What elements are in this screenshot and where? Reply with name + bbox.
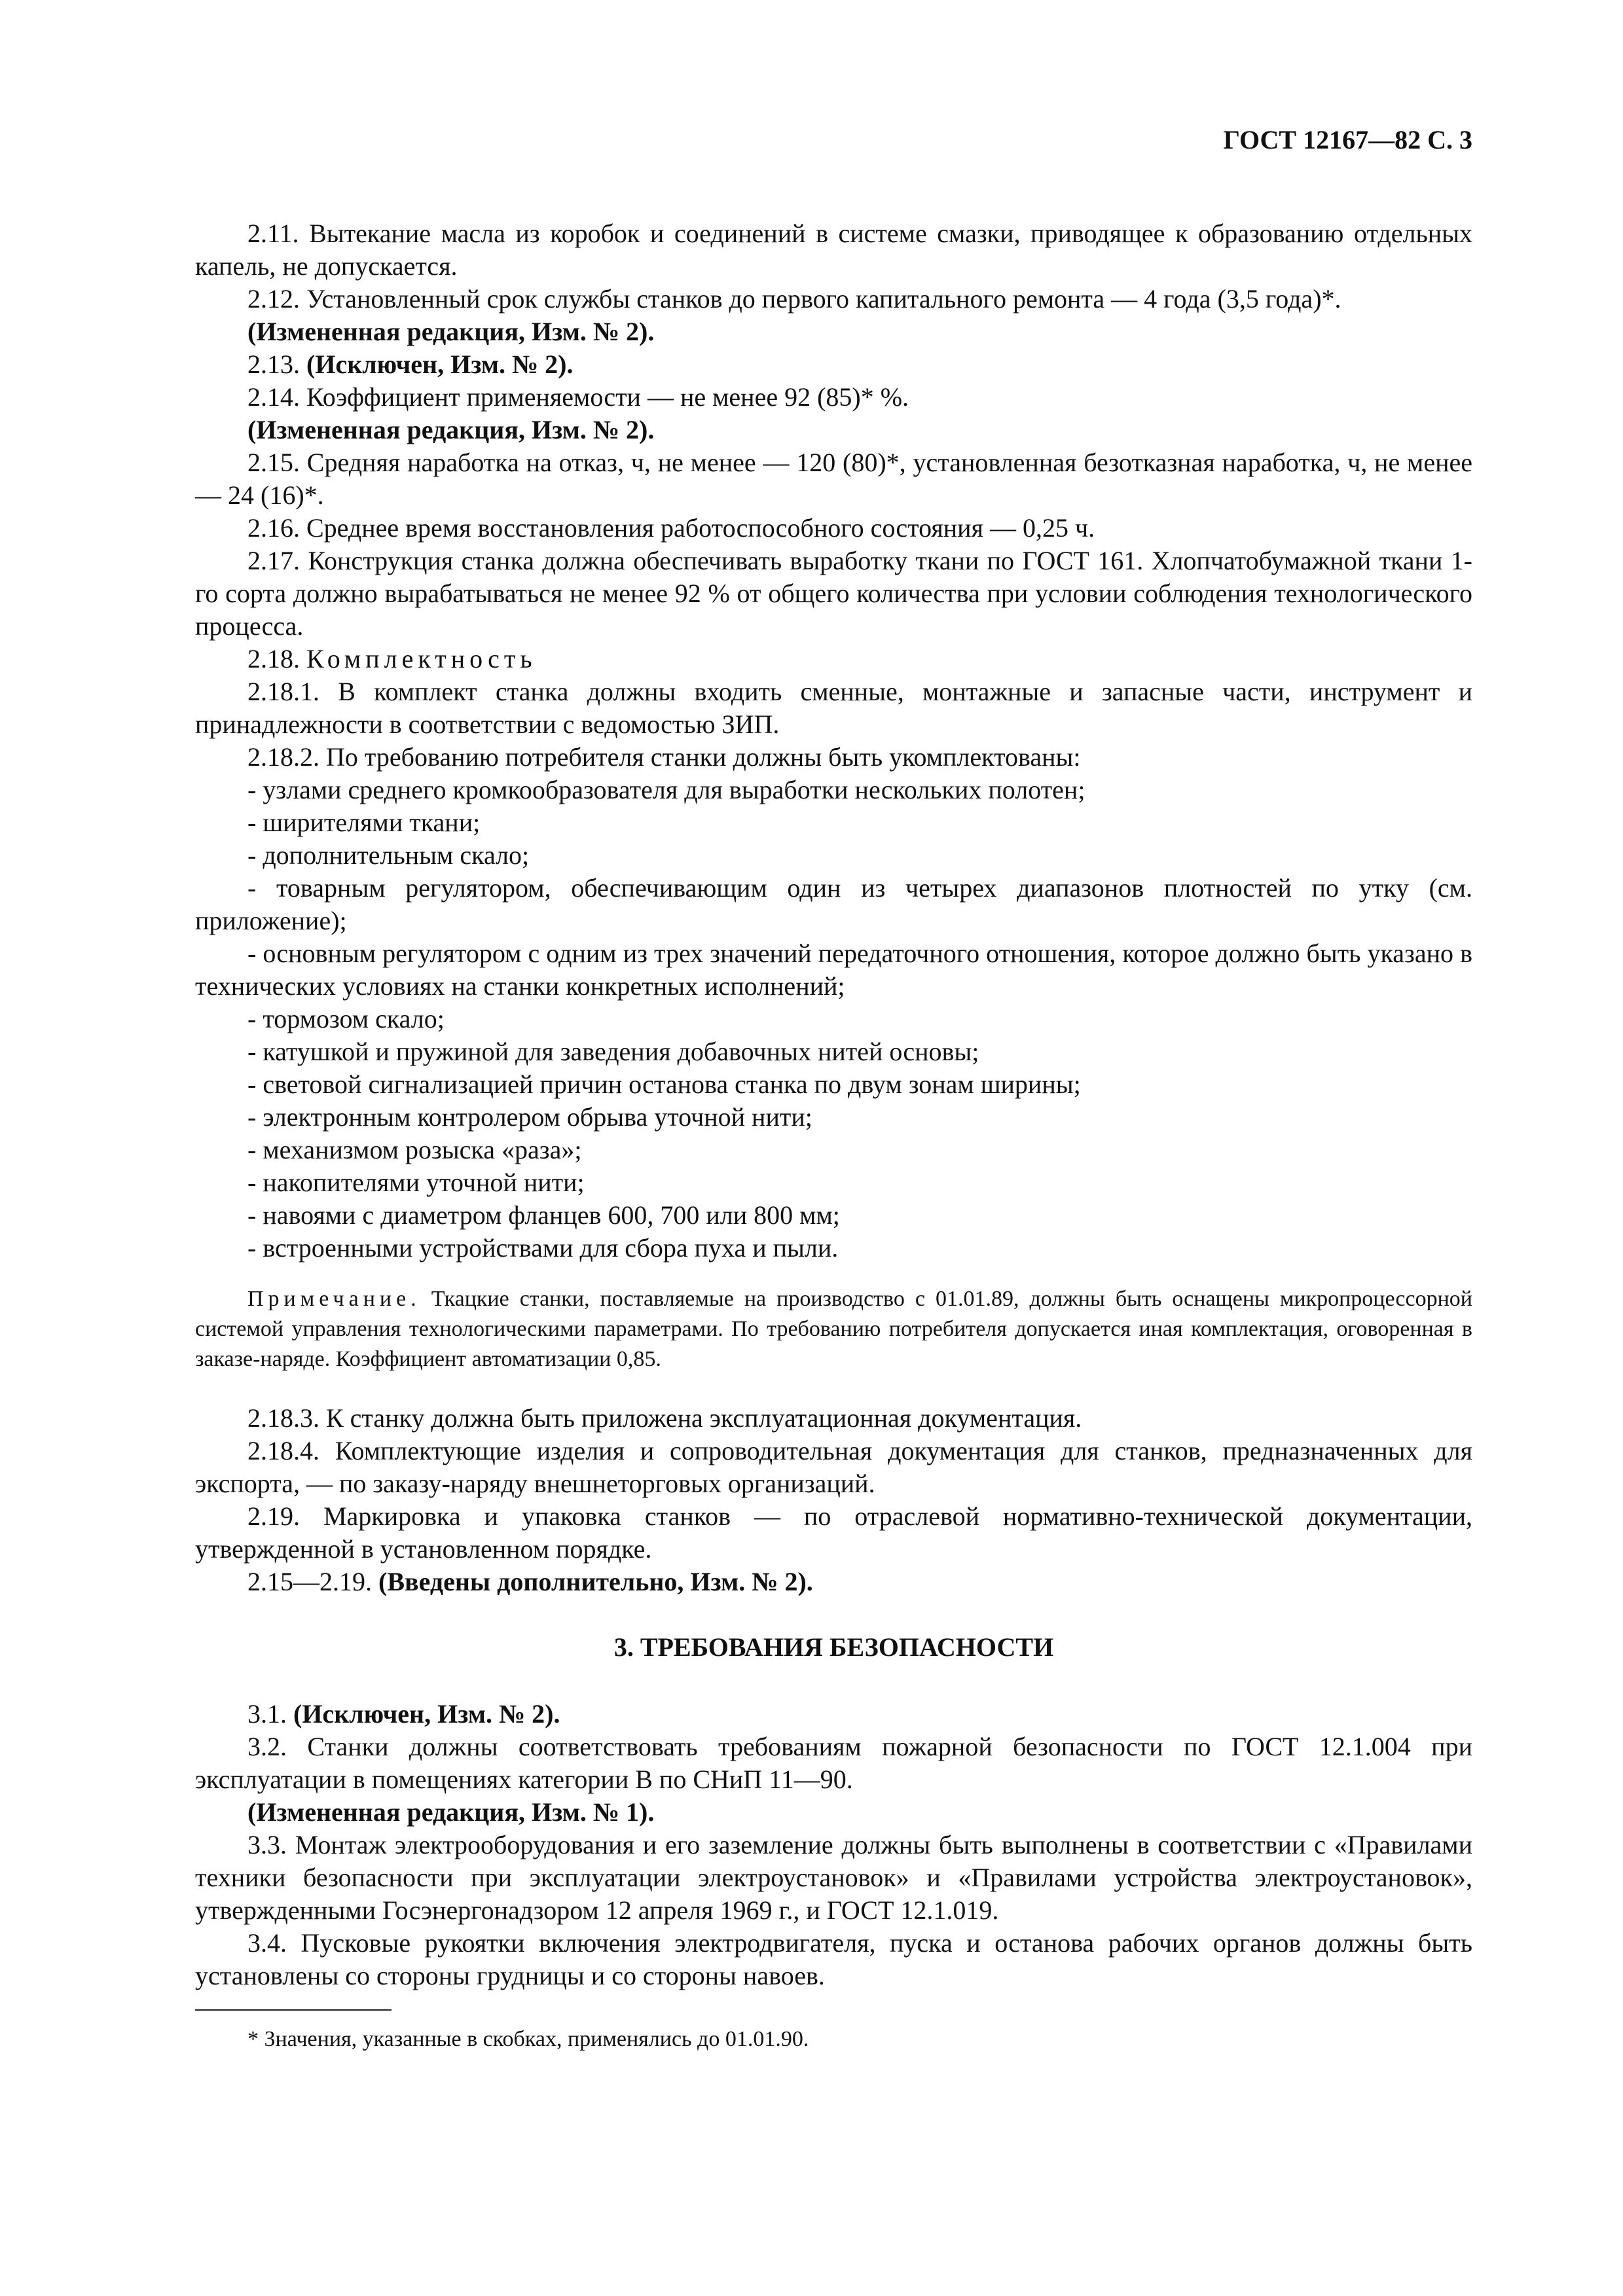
paragraph-2-12: 2.12. Установленный срок службы станков до первого капитального ремонта — 4 года (3,5 года)*. — [247, 284, 1341, 314]
list-item: - узлами среднего кромкообразователя для выработки нескольких полотен; — [247, 775, 1085, 804]
list-item: - катушкой и пружиной для заведения добавочных нитей основы; — [247, 1037, 979, 1066]
change-note: (Измененная редакция, Изм. № 2). — [247, 317, 655, 346]
paragraph-2-15: 2.15. Средняя наработка на отказ, ч, не менее — 120 (80)*, установленная безотказная наработка, ч, не менее — 24 (16)*. — [195, 448, 1472, 510]
list-item: - основным регулятором с одним из трех значений передаточного отношения, которое должно быть указано в технических условиях на станки конкретных исполнений; — [195, 939, 1472, 1001]
paragraph-2-19: 2.19. Маркировка и упаковка станков — по отраслевой нормативно-технической документации, утвержденной в установленном порядке. — [195, 1501, 1472, 1564]
paragraph-2-18: 2.18. Комплектность — [247, 644, 537, 673]
page-header: ГОСТ 12167—82 С. 3 — [1223, 125, 1472, 154]
note-block — [195, 1284, 1472, 1374]
note-label: Примечание. — [247, 1287, 421, 1311]
paragraph-3-3: 3.3. Монтаж электрооборудования и его заземление должны быть выполнены в соответствии с «Правилами техники безопасности при эксплуатации электроустановок» и «Правилами устройства электроустановок», утвержденными Госэнергонадзором 12 апреля 1969 г., и ГОСТ 12.1.019. — [195, 1830, 1472, 1925]
equipment-list — [195, 774, 1472, 1265]
list-item: - встроенными устройствами для сбора пуха и пыли. — [247, 1233, 839, 1263]
paragraph-3-1: 3.1. (Исключен, Изм. № 2). — [247, 1699, 560, 1729]
list-item: - ширителями ткани; — [247, 808, 481, 837]
list-item: - тормозом скало; — [247, 1004, 445, 1033]
paragraph-2-11: 2.11. Вытекание масла из коробок и соединений в системе смазки, приводящее к образованию отдельных капель, не допускается. — [195, 219, 1472, 281]
section-title: 3. ТРЕБОВАНИЯ БЕЗОПАСНОСТИ — [613, 1632, 1054, 1662]
change-note: (Измененная редакция, Изм. № 2). — [247, 415, 655, 444]
paragraph-2-15-2-19: 2.15—2.19. (Введены дополнительно, Изм. № 2). — [247, 1567, 813, 1596]
note-text: Примечание. Ткацкие станки, поставляемые на производство с 01.01.89, должны быть оснащены микропроцессорной системой управления технологическими параметрами. По требованию потребителя допускается иная комплектация, оговоренная в заказе-наряде. Коэффициент автоматизации 0,85. — [195, 1287, 1472, 1371]
paragraph-2-18-2: 2.18.2. По требованию потребителя станки должны быть укомплектованы: — [247, 742, 1081, 772]
footnote: * Значения, указанные в скобках, применялись до 01.01.90. — [247, 2027, 809, 2051]
paragraph-2-14: 2.14. Коэффициент применяемости — не менее 92 (85)* %. — [247, 382, 909, 412]
list-item: - электронным контролером обрыва уточной нити; — [247, 1102, 812, 1132]
body-text — [195, 217, 1472, 2054]
list-item: - дополнительным скало; — [247, 840, 530, 870]
paragraph-2-13: 2.13. (Исключен, Изм. № 2). — [247, 350, 574, 379]
paragraph-2-16: 2.16. Среднее время восстановления работоспособного состояния — 0,25 ч. — [247, 513, 1095, 543]
footnote-divider — [195, 2009, 392, 2011]
paragraph-3-4: 3.4. Пусковые рукоятки включения электродвигателя, пуска и останова рабочих органов должны быть установлены со стороны грудницы и со стороны навоев. — [195, 1928, 1472, 1990]
paragraph-3-2: 3.2. Станки должны соответствовать требованиям пожарной безопасности по ГОСТ 12.1.004 при эксплуатации в помещениях категории В по СНиП 11—90. — [195, 1732, 1472, 1794]
list-item: - световой сигнализацией причин останова станка по двум зонам ширины; — [247, 1069, 1081, 1099]
change-note: (Измененная редакция, Изм. № 1). — [247, 1797, 655, 1827]
list-item: - механизмом розыска «раза»; — [247, 1135, 582, 1164]
list-item: - навоями с диаметром фланцев 600, 700 или 800 мм; — [247, 1200, 840, 1230]
paragraph-2-18-4: 2.18.4. Комплектующие изделия и сопроводительная документация для станков, предназначенных для экспорта, — по заказу-наряду внешнеторговых организаций. — [195, 1436, 1472, 1498]
list-item: - товарным регулятором, обеспечивающим один из четырех диапазонов плотностей по утку (см. приложение); — [195, 873, 1472, 935]
paragraph-2-18-1: 2.18.1. В комплект станка должны входить сменные, монтажные и запасные части, инструмент и принадлежности в соответствии с ведомостью ЗИП. — [195, 677, 1472, 739]
paragraph-2-18-3: 2.18.3. К станку должна быть приложена эксплуатационная документация. — [247, 1403, 1082, 1433]
paragraph-2-17: 2.17. Конструкция станка должна обеспечивать выработку ткани по ГОСТ 161. Хлопчатобумажной ткани 1-го сорта должно вырабатываться не менее 92 % от общего количества при условии соблюдения технологического процесса. — [195, 546, 1472, 641]
list-item: - накопителями уточной нити; — [247, 1168, 585, 1197]
